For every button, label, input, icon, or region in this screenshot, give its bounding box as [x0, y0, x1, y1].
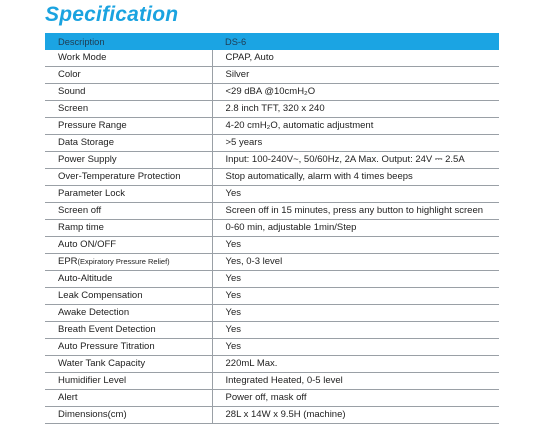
spec-value: >5 years [212, 135, 499, 152]
spec-name [45, 237, 212, 254]
spec-name [45, 305, 212, 322]
spec-name [45, 84, 212, 101]
spec-name-text: Color [58, 69, 81, 80]
spec-name [45, 271, 212, 288]
spec-value: 220mL Max. [212, 356, 499, 373]
spec-name [45, 288, 212, 305]
spec-name-text: Auto-Altitude [58, 273, 113, 284]
spec-name [45, 169, 212, 186]
spec-name-text: Pressure Range [58, 120, 127, 131]
spec-value: CPAP, Auto [212, 50, 499, 67]
spec-value: Screen off in 15 minutes, press any button to highlight screen [212, 203, 499, 220]
table-row [45, 101, 499, 118]
spec-value: Yes [212, 271, 499, 288]
spec-name-text: Awake Detection [58, 307, 130, 318]
spec-name-text: Water Tank Capacity [58, 358, 146, 369]
spec-name-text: Sound [58, 86, 86, 97]
spec-value: Power off, mask off [212, 390, 499, 407]
spec-value: Yes [212, 339, 499, 356]
spec-name-text: Leak Compensation [58, 290, 143, 301]
table-row [45, 390, 499, 407]
spec-name [45, 339, 212, 356]
spec-name [45, 50, 212, 67]
spec-value: <29 dBA @10cmH₂O [212, 84, 499, 101]
spec-name-text: Ramp time [58, 222, 104, 233]
spec-name-text: Alert [58, 392, 78, 403]
table-row [45, 407, 499, 424]
table-row [45, 305, 499, 322]
spec-name [45, 220, 212, 237]
specification-table [45, 33, 499, 424]
table-row [45, 84, 499, 101]
spec-value: Yes, 0-3 level [212, 254, 499, 271]
spec-name [45, 373, 212, 390]
spec-name-text: Work Mode [58, 52, 107, 63]
header-model: DS-6 [212, 33, 499, 50]
table-row [45, 356, 499, 373]
spec-name-text: Over-Temperature Protection [58, 171, 181, 182]
table-row [45, 220, 499, 237]
spec-value: Yes [212, 322, 499, 339]
table-header-row [45, 33, 499, 50]
table-row [45, 152, 499, 169]
spec-name-text: Screen [58, 103, 89, 114]
table-row [45, 288, 499, 305]
table-row [45, 339, 499, 356]
spec-name-text: Humidifier Level [58, 375, 127, 386]
spec-name-text: Dimensions(cm) [58, 409, 127, 420]
spec-name [45, 101, 212, 118]
spec-name-text: Auto ON/OFF [58, 239, 117, 250]
spec-value: 0-60 min, adjustable 1min/Step [212, 220, 499, 237]
table-row [45, 203, 499, 220]
spec-name [45, 135, 212, 152]
spec-value: 4-20 cmH₂O, automatic adjustment [212, 118, 499, 135]
table-row [45, 118, 499, 135]
table-row [45, 271, 499, 288]
spec-name [45, 152, 212, 169]
spec-name-text: Auto Pressure Titration [58, 341, 155, 352]
spec-name-text: EPR [58, 256, 78, 267]
spec-value: Yes [212, 237, 499, 254]
spec-name [45, 203, 212, 220]
table-row [45, 67, 499, 84]
table-row [45, 135, 499, 152]
table-row [45, 169, 499, 186]
table-row [45, 254, 499, 271]
spec-name-text: Screen off [58, 205, 102, 216]
table-row [45, 322, 499, 339]
table-row [45, 186, 499, 203]
spec-name-text: Breath Event Detection [58, 324, 156, 335]
spec-name [45, 118, 212, 135]
spec-name-note: (Expiratory Pressure Relief) [77, 257, 170, 266]
table-row [45, 237, 499, 254]
page-title: Specification [45, 3, 179, 26]
spec-name [45, 356, 212, 373]
spec-value: Silver [212, 67, 499, 84]
spec-name-text: Parameter Lock [58, 188, 126, 199]
spec-value: Yes [212, 305, 499, 322]
spec-value: Stop automatically, alarm with 4 times beeps [212, 169, 499, 186]
spec-name [45, 390, 212, 407]
spec-value: Yes [212, 288, 499, 305]
table-row [45, 50, 499, 67]
spec-name [45, 186, 212, 203]
spec-name-text: Data Storage [58, 137, 114, 148]
spec-value: 2.8 inch TFT, 320 x 240 [212, 101, 499, 118]
spec-name [45, 67, 212, 84]
table-row [45, 373, 499, 390]
header-description: Description [45, 33, 212, 50]
spec-name [45, 254, 212, 271]
spec-value: 28L x 14W x 9.5H (machine) [212, 407, 499, 424]
spec-name-text: Power Supply [58, 154, 117, 165]
spec-value: Integrated Heated, 0-5 level [212, 373, 499, 390]
spec-name [45, 322, 212, 339]
spec-value: Input: 100-240V~, 50/60Hz, 2A Max. Output: 24V ⎓ 2.5A [212, 152, 499, 169]
spec-value: Yes [212, 186, 499, 203]
spec-name [45, 407, 212, 424]
